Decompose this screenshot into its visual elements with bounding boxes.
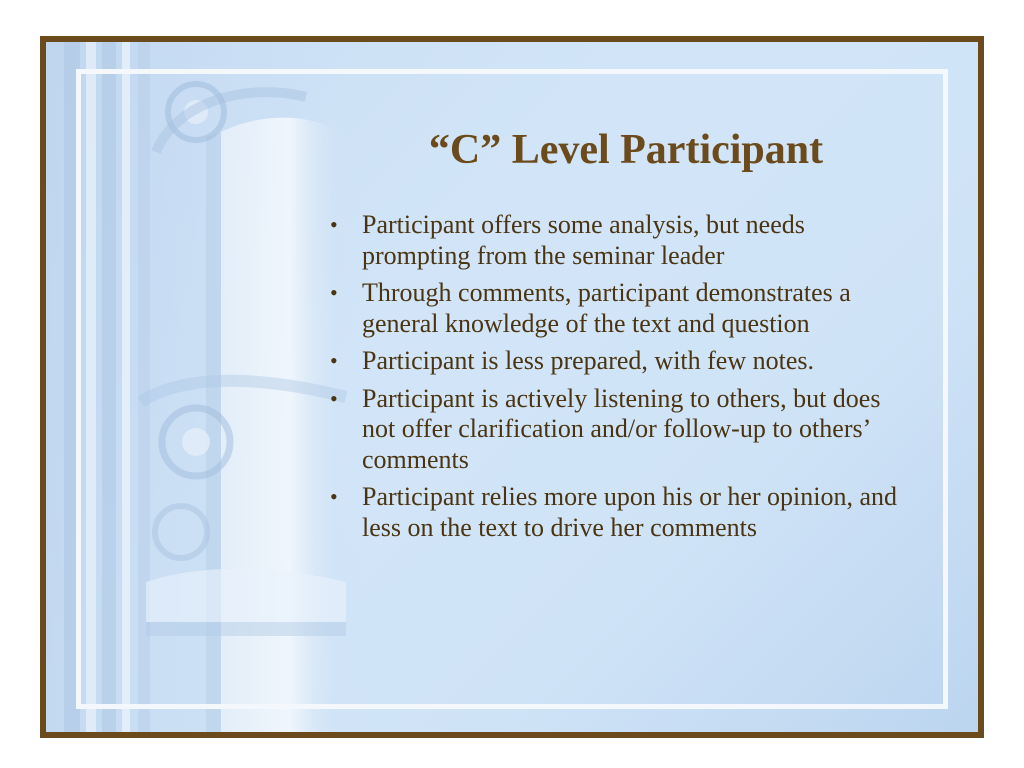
bullet-dot-icon: • xyxy=(330,385,338,411)
bullet-dot-icon: • xyxy=(330,212,338,237)
list-item xyxy=(322,346,912,377)
list-item xyxy=(322,482,912,543)
bullet-dot-icon: • xyxy=(330,280,338,305)
bullet-text: Participant offers some analysis, but needs prompting from the seminar leader xyxy=(362,210,805,270)
list-item xyxy=(322,278,912,339)
bullet-text: Through comments, participant demonstrates a general knowledge of the text and question xyxy=(362,278,851,338)
bullet-dot-icon: • xyxy=(330,484,338,509)
list-item xyxy=(322,384,912,476)
bullet-text: Participant relies more upon his or her opinion, and less on the text to drive her comments xyxy=(362,482,898,542)
slide-title: “C” Level Participant xyxy=(428,127,824,173)
bullet-dot-icon: • xyxy=(330,348,338,373)
slide-frame xyxy=(40,36,984,738)
bullet-list xyxy=(322,210,912,550)
bullet-text: Participant is less prepared, with few notes. xyxy=(362,346,814,375)
list-item xyxy=(322,210,912,271)
bullet-text: Participant is actively listening to others, but does not offer clarification and/or follow-up to others’ comments xyxy=(362,383,881,474)
